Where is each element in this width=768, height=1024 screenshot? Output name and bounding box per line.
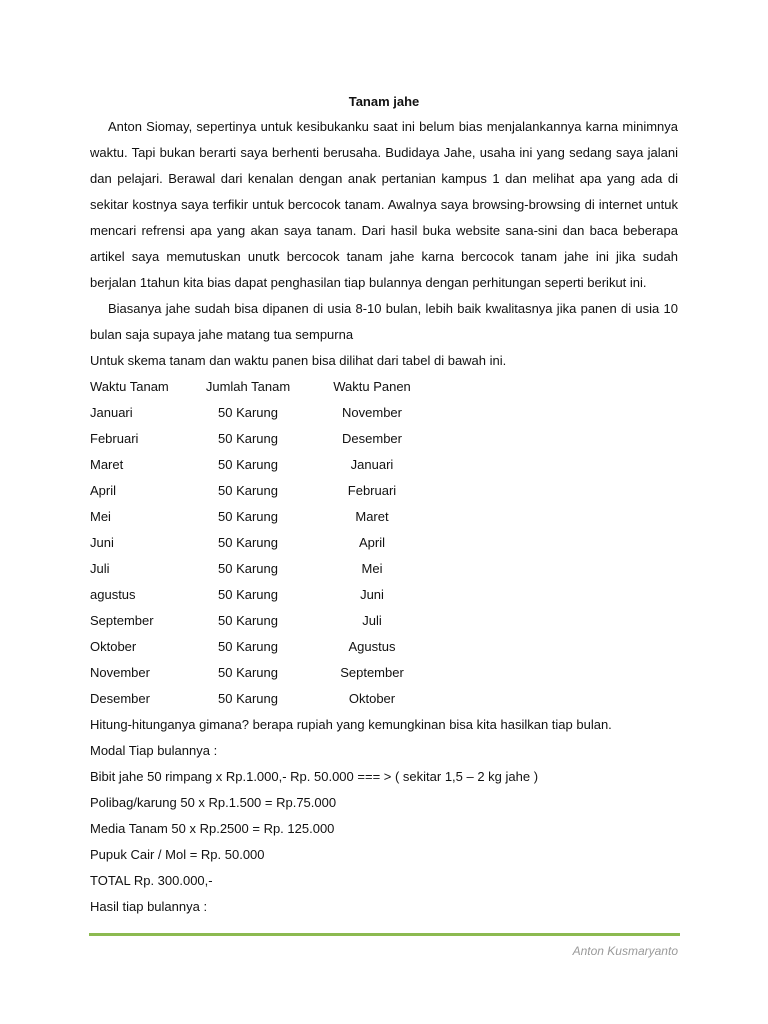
cell-jumlah-tanam: 50 Karung xyxy=(218,639,278,654)
cell-waktu-tanam: Februari xyxy=(90,431,139,446)
cell-waktu-panen: Agustus xyxy=(348,639,396,654)
table-row xyxy=(90,504,678,530)
cell-waktu-tanam: Juni xyxy=(90,535,114,550)
table-row xyxy=(90,426,678,452)
cell-waktu-panen: Mei xyxy=(361,561,383,576)
cell-waktu-tanam: Mei xyxy=(90,509,111,524)
cost-lines xyxy=(90,712,678,920)
cell-jumlah-tanam: 50 Karung xyxy=(218,431,278,446)
text-line: Media Tanam 50 x Rp.2500 = Rp. 125.000 xyxy=(90,821,335,836)
text-line: Hitung-hitunganya gimana? berapa rupiah yang kemungkinan bisa kita hasilkan tiap bulan. xyxy=(90,717,612,732)
cell-waktu-panen: Januari xyxy=(350,457,394,472)
cell-waktu-tanam: Maret xyxy=(90,457,124,472)
text-line: Polibag/karung 50 x Rp.1.500 = Rp.75.000 xyxy=(90,795,337,810)
harvest-paragraph: Biasanya jahe sudah bisa dipanen di usia 8-10 bulan, lebih baik kwalitasnya jika panen di usia 10 bulan saja supaya jahe matang tua sempurna xyxy=(90,301,678,342)
table-row xyxy=(90,582,678,608)
cell-waktu-panen: April xyxy=(358,535,385,550)
table-row xyxy=(90,400,678,426)
text-line: Modal Tiap bulannya : xyxy=(90,743,218,758)
header-waktu-panen: Waktu Panen xyxy=(333,379,411,394)
table-intro: Untuk skema tanam dan waktu panen bisa dilihat dari tabel di bawah ini. xyxy=(90,353,507,368)
cell-jumlah-tanam: 50 Karung xyxy=(218,691,278,706)
header-jumlah-tanam: Jumlah Tanam xyxy=(205,379,291,394)
cell-jumlah-tanam: 50 Karung xyxy=(218,457,278,472)
text-line: Bibit jahe 50 rimpang x Rp.1.000,- Rp. 50.000 === > ( sekitar 1,5 – 2 kg jahe ) xyxy=(90,769,539,784)
table-header-row xyxy=(90,374,678,400)
cell-waktu-tanam: agustus xyxy=(90,587,136,602)
cell-waktu-panen: Juni xyxy=(360,587,384,602)
text-line: Pupuk Cair / Mol = Rp. 50.000 xyxy=(90,847,265,862)
intro-paragraph: Anton Siomay, sepertinya untuk kesibukanku saat ini belum bias menjalankannya karna minimnya waktu. Tapi bukan berarti saya berhenti berusaha. Budidaya Jahe, usaha ini yang sedang saya jalani dan pelajari. Berawal dari kenalan dengan anak pertanian kampus 1 dan melihat apa yang ada di sekitar kostnya saya terfikir untuk bercocok tanam. Awalnya saya browsing-browsing di internet untuk mencari refrensi apa yang akan saya tanam. Dari hasil buka website sana-sini dan baca beberapa artikel saya memutuskan unutk bercocok tanam jahe karna bercocok tanam jahe ini jika sudah berjalan 1tahun kita bias dapat penghasilan tiap bulannya dengan perhitungan seperti berikut ini. xyxy=(90,119,678,290)
footer-rule xyxy=(89,933,680,936)
cell-waktu-panen: November xyxy=(342,405,402,420)
cell-jumlah-tanam: 50 Karung xyxy=(218,509,278,524)
table-row xyxy=(90,660,678,686)
planting-schedule-table xyxy=(90,374,678,712)
cell-waktu-panen: Desember xyxy=(342,431,402,446)
cell-waktu-panen: Oktober xyxy=(348,691,396,706)
text-line: Hasil tiap bulannya : xyxy=(90,899,208,914)
table-row xyxy=(90,634,678,660)
cell-jumlah-tanam: 50 Karung xyxy=(218,483,278,498)
table-row xyxy=(90,478,678,504)
text-line: TOTAL Rp. 300.000,- xyxy=(90,873,213,888)
document-title: Tanam jahe xyxy=(348,94,420,109)
cell-jumlah-tanam: 50 Karung xyxy=(218,405,278,420)
cell-waktu-panen: Juli xyxy=(362,613,382,628)
document-body xyxy=(90,90,678,920)
cell-waktu-panen: September xyxy=(340,665,404,680)
cell-waktu-tanam: Desember xyxy=(90,691,150,706)
table-row xyxy=(90,608,678,634)
cell-waktu-tanam: April xyxy=(90,483,117,498)
table-row xyxy=(90,686,678,712)
cell-waktu-tanam: Oktober xyxy=(90,639,137,654)
table-row xyxy=(90,530,678,556)
cell-jumlah-tanam: 50 Karung xyxy=(218,665,278,680)
table-row xyxy=(90,556,678,582)
cell-waktu-tanam: November xyxy=(90,665,150,680)
table-row xyxy=(90,452,678,478)
cell-jumlah-tanam: 50 Karung xyxy=(218,561,278,576)
header-waktu-tanam: Waktu Tanam xyxy=(90,379,169,394)
cell-waktu-tanam: September xyxy=(90,613,154,628)
cell-jumlah-tanam: 50 Karung xyxy=(218,587,278,602)
cell-waktu-tanam: Juli xyxy=(90,561,110,576)
footer-author: Anton Kusmaryanto xyxy=(572,944,678,958)
cell-waktu-panen: Februari xyxy=(347,483,397,498)
cell-jumlah-tanam: 50 Karung xyxy=(218,613,278,628)
table-body xyxy=(90,400,678,712)
cell-waktu-panen: Maret xyxy=(355,509,389,524)
cell-jumlah-tanam: 50 Karung xyxy=(218,535,278,550)
cell-waktu-tanam: Januari xyxy=(90,405,133,420)
